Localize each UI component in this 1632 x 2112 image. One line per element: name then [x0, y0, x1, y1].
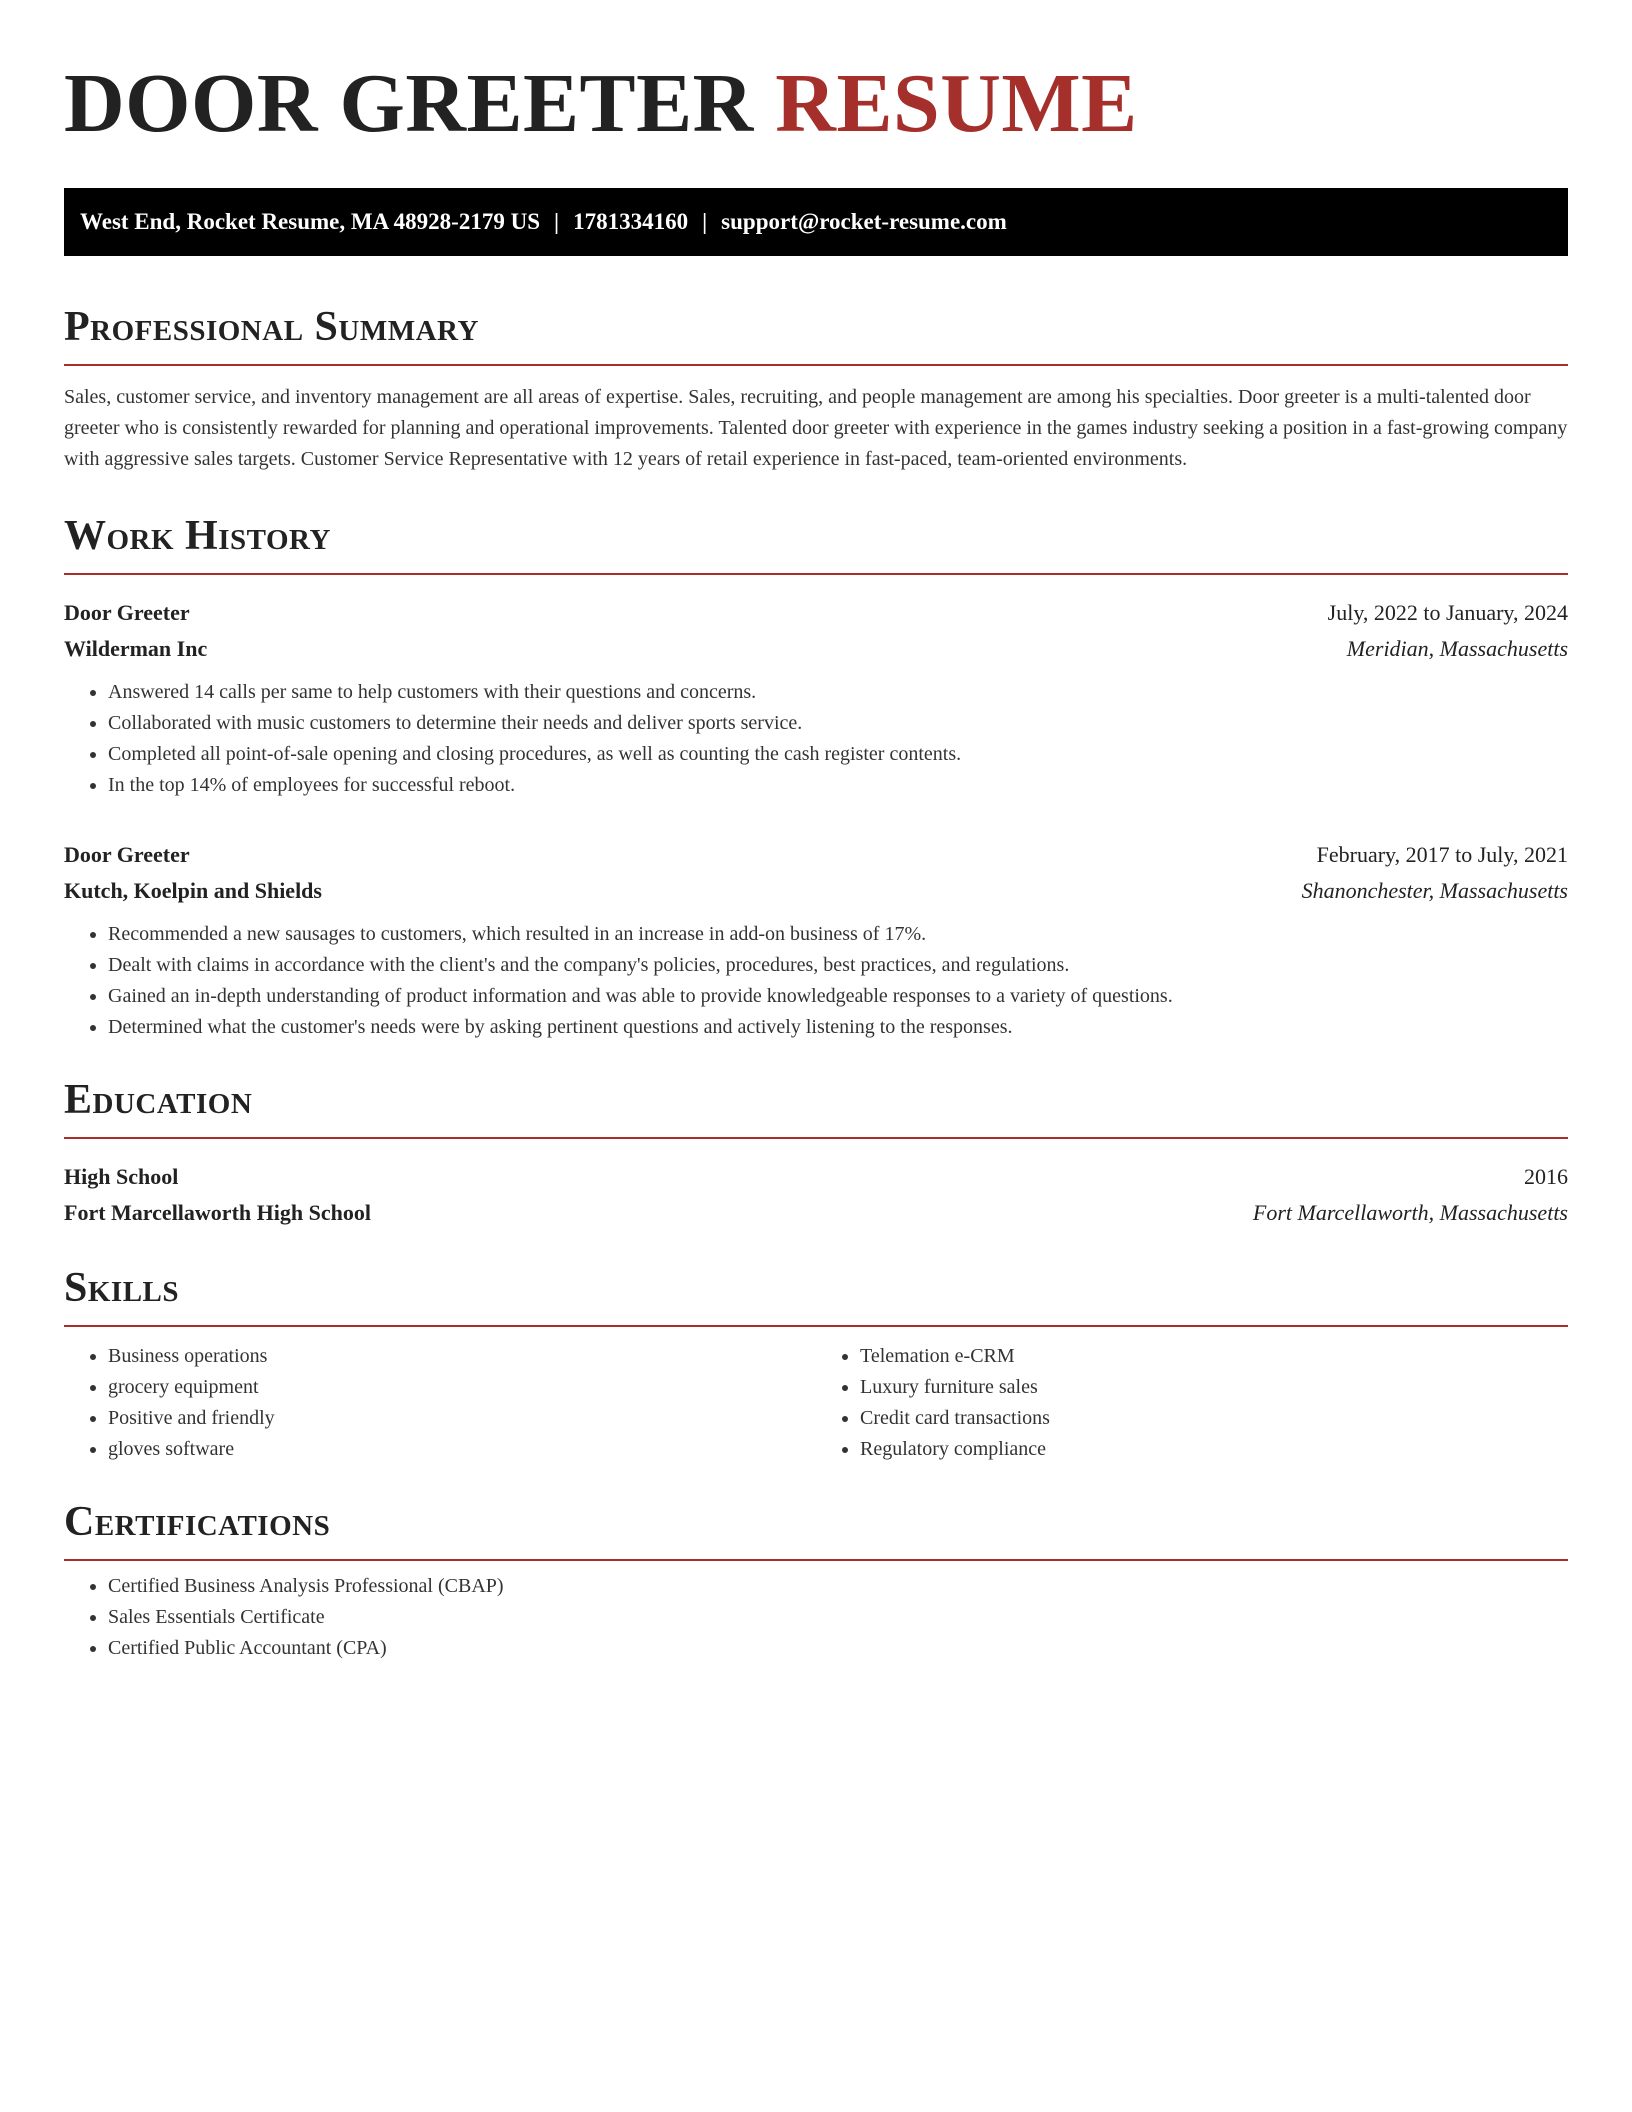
job-title-row	[64, 595, 1568, 631]
job-company: Wilderman Inc	[64, 636, 208, 661]
certifications-list	[64, 1571, 1568, 1664]
list-item: • Certified Business Analysis Professional (CBAP)	[108, 1571, 1568, 1602]
education-location: Fort Marcellaworth, Massachusetts	[1252, 1200, 1568, 1225]
work-history-section	[64, 511, 1568, 1043]
education-section	[64, 1075, 1568, 1231]
skills-list-right	[816, 1341, 1568, 1465]
title-role: DOOR GREETER	[64, 57, 754, 150]
list-item: • Recommended a new sausages to customers, which resulted in an increase in add-on business of 17%.	[108, 919, 1568, 950]
list-item: • Certified Public Accountant (CPA)	[108, 1633, 1568, 1664]
list-item: • Telemation e-CRM	[860, 1341, 1568, 1372]
job-duties-list	[64, 919, 1568, 1043]
list-item: • Sales Essentials Certificate	[108, 1602, 1568, 1633]
contact-email: support@rocket-resume.com	[721, 209, 1007, 234]
education-year: 2016	[1524, 1164, 1568, 1189]
education-degree-row	[64, 1159, 1568, 1195]
education-heading: Education	[64, 1075, 1568, 1139]
contact-separator: |	[554, 209, 560, 234]
job-title-row	[64, 837, 1568, 873]
list-item: • Answered 14 calls per same to help customers with their questions and concerns.	[108, 677, 1568, 708]
contact-address: West End, Rocket Resume, MA 48928-2179 US	[80, 209, 540, 234]
education-degree: High School	[64, 1164, 179, 1189]
summary-section	[64, 302, 1568, 475]
job-duties-list	[64, 677, 1568, 801]
job-location: Shanonchester, Massachusetts	[1301, 878, 1568, 903]
job-company-row	[64, 631, 1568, 667]
certifications-heading: Certifications	[64, 1497, 1568, 1561]
list-item: • Dealt with claims in accordance with the client's and the company's policies, procedures, best practices, and regulations.	[108, 950, 1568, 981]
list-item: • Completed all point-of-sale opening and closing procedures, as well as counting the cash register contents.	[108, 739, 1568, 770]
skills-list-left	[64, 1341, 816, 1465]
skills-heading: Skills	[64, 1263, 1568, 1327]
education-school: Fort Marcellaworth High School	[64, 1200, 371, 1225]
job-dates: July, 2022 to January, 2024	[1327, 600, 1568, 625]
skills-section	[64, 1263, 1568, 1465]
certifications-section	[64, 1497, 1568, 1664]
job-title: Door Greeter	[64, 600, 190, 625]
contact-phone: 1781334160	[573, 209, 689, 234]
summary-text: Sales, customer service, and inventory management are all areas of expertise. Sales, recruiting, and people management are among his specialties. Door greeter is a multi-talented door greeter who is consistently rewarded for planning and operational improvements. Talented door greeter with experience in the games industry seeking a position in a fast-growing company with aggressive sales targets. Customer Service Representative with 12 years of retail experience in fast-paced, team-oriented environments.	[64, 386, 1568, 470]
job-dates: February, 2017 to July, 2021	[1316, 842, 1568, 867]
education-entry	[64, 1159, 1568, 1231]
list-item: • Regulatory compliance	[860, 1434, 1568, 1465]
resume-title	[64, 56, 1568, 152]
list-item: • Positive and friendly	[108, 1403, 816, 1434]
job-entry	[64, 595, 1568, 801]
work-history-heading: Work History	[64, 511, 1568, 575]
contact-bar	[64, 188, 1568, 256]
list-item: • grocery equipment	[108, 1372, 816, 1403]
summary-heading: Professional Summary	[64, 302, 1568, 366]
list-item: • Gained an in-depth understanding of product information and was able to provide knowledgeable responses to a variety of questions.	[108, 981, 1568, 1012]
skills-grid	[64, 1341, 1568, 1465]
job-entry	[64, 837, 1568, 1043]
list-item: • Business operations	[108, 1341, 816, 1372]
list-item: • Luxury furniture sales	[860, 1372, 1568, 1403]
job-company: Kutch, Koelpin and Shields	[64, 878, 322, 903]
list-item: • Determined what the customer's needs were by asking pertinent questions and actively listening to the responses.	[108, 1012, 1568, 1043]
job-title: Door Greeter	[64, 842, 190, 867]
job-location: Meridian, Massachusetts	[1346, 636, 1568, 661]
title-resume-word: RESUME	[775, 57, 1138, 150]
job-company-row	[64, 873, 1568, 909]
contact-separator: |	[702, 209, 708, 234]
list-item: • In the top 14% of employees for successful reboot.	[108, 770, 1568, 801]
education-school-row	[64, 1195, 1568, 1231]
list-item: • Collaborated with music customers to determine their needs and deliver sports service.	[108, 708, 1568, 739]
list-item: • Credit card transactions	[860, 1403, 1568, 1434]
list-item: • gloves software	[108, 1434, 816, 1465]
